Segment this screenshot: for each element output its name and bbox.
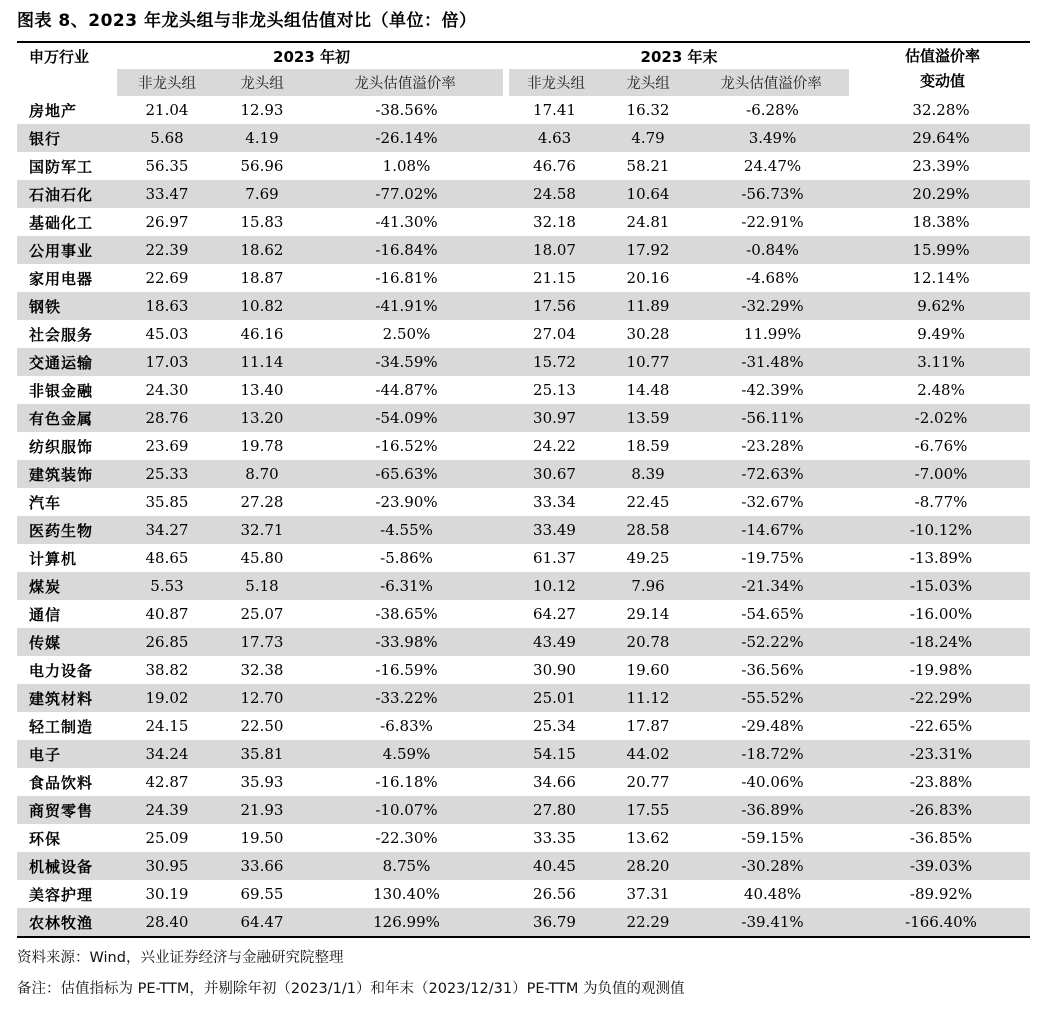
cell-end-non-leader: 25.01 — [506, 684, 603, 712]
cell-start-premium: -33.98% — [307, 628, 506, 656]
cell-end-premium: -56.73% — [693, 180, 852, 208]
cell-industry: 美容护理 — [29, 885, 94, 904]
cell-industry: 公用事业 — [17, 236, 117, 264]
cell-start-non-leader: 28.40 — [117, 908, 217, 936]
cell-end-non-leader: 25.34 — [533, 717, 576, 735]
cell-industry: 传媒 — [17, 628, 117, 656]
cell-end-leader: 44.02 — [603, 740, 693, 768]
cell-industry: 轻工制造 — [29, 717, 94, 736]
cell-industry: 食品饮料 — [29, 773, 94, 792]
cell-start-non-leader: 56.35 — [145, 157, 189, 175]
table-row — [17, 852, 1030, 880]
cell-end-premium: -59.15% — [741, 829, 804, 847]
cell-industry: 有色金属 — [17, 404, 117, 432]
header-start-leader: 龙头组 — [217, 69, 307, 96]
cell-end-leader: 30.28 — [626, 325, 670, 343]
cell-end-non-leader: 4.63 — [506, 124, 603, 152]
cell-start-leader: 22.50 — [240, 717, 284, 735]
cell-end-non-leader: 36.79 — [506, 908, 603, 936]
cell-end-leader: 58.21 — [626, 157, 670, 175]
cell-end-premium: -0.84% — [693, 236, 852, 264]
cell-premium-change: 18.38% — [912, 213, 970, 231]
cell-start-non-leader: 28.76 — [117, 404, 217, 432]
cell-industry: 医药生物 — [17, 516, 117, 544]
table-row — [17, 796, 1030, 824]
cell-end-premium: -40.06% — [741, 773, 804, 791]
cell-start-premium: -22.30% — [375, 829, 438, 847]
cell-end-premium: -56.11% — [693, 404, 852, 432]
cell-premium-change: 23.39% — [912, 157, 970, 175]
cell-start-premium: -41.91% — [307, 292, 506, 320]
cell-end-leader: 28.20 — [603, 852, 693, 880]
cell-end-premium: 11.99% — [743, 325, 802, 343]
cell-end-leader: 13.62 — [626, 829, 670, 847]
cell-premium-change: -15.03% — [852, 572, 1030, 600]
cell-start-non-leader: 30.95 — [117, 852, 217, 880]
cell-start-non-leader: 24.30 — [145, 381, 189, 399]
cell-end-premium: -52.22% — [693, 628, 852, 656]
cell-industry: 汽车 — [29, 493, 62, 512]
cell-start-leader: 19.78 — [240, 437, 284, 455]
cell-premium-change: 12.14% — [912, 269, 970, 287]
cell-end-premium: -18.72% — [693, 740, 852, 768]
cell-end-leader: 20.78 — [603, 628, 693, 656]
cell-start-non-leader: 25.09 — [145, 829, 189, 847]
cell-end-premium: 24.47% — [743, 157, 802, 175]
cell-start-leader: 18.87 — [240, 269, 284, 287]
table-row — [17, 376, 1030, 404]
cell-end-leader: 16.32 — [626, 101, 670, 119]
cell-premium-change: -23.31% — [852, 740, 1030, 768]
cell-end-leader: 10.64 — [603, 180, 693, 208]
cell-end-non-leader: 30.90 — [533, 661, 576, 679]
cell-end-non-leader: 24.58 — [506, 180, 603, 208]
cell-premium-change: -22.65% — [909, 717, 973, 735]
cell-premium-change: -166.40% — [852, 908, 1030, 936]
cell-start-non-leader: 45.03 — [145, 325, 189, 343]
table-body — [17, 96, 1030, 936]
cell-start-premium: -4.55% — [307, 516, 506, 544]
table-row — [17, 236, 1030, 264]
cell-start-leader: 7.69 — [217, 180, 307, 208]
cell-start-non-leader: 22.39 — [117, 236, 217, 264]
cell-end-premium: 40.48% — [743, 885, 802, 903]
table-row — [17, 180, 1030, 208]
cell-end-leader: 19.60 — [626, 661, 670, 679]
cell-industry: 交通运输 — [17, 348, 117, 376]
figure-title: 图表 8、2023 年龙头组与非龙头组估值对比（单位：倍） — [17, 11, 477, 31]
table-row — [17, 908, 1030, 936]
cell-premium-change: 29.64% — [852, 124, 1030, 152]
cell-start-premium: 130.40% — [373, 885, 440, 903]
cell-premium-change: -13.89% — [909, 549, 973, 567]
table-row — [17, 208, 1030, 236]
cell-end-premium: -6.28% — [746, 101, 799, 119]
cell-end-premium: -21.34% — [693, 572, 852, 600]
cell-start-leader: 19.50 — [240, 829, 284, 847]
cell-industry: 电力设备 — [29, 661, 94, 680]
remark-note: 备注：估值指标为 PE-TTM，并剔除年初（2023/1/1）和年末（2023/12/31）PE-TTM 为负值的观测值 — [17, 981, 685, 997]
table-row — [17, 600, 1030, 628]
cell-start-non-leader: 17.03 — [117, 348, 217, 376]
cell-end-premium: -14.67% — [693, 516, 852, 544]
cell-premium-change: -18.24% — [852, 628, 1030, 656]
cell-start-premium: 8.75% — [307, 852, 506, 880]
cell-end-non-leader: 17.41 — [533, 101, 576, 119]
cell-start-leader: 45.80 — [240, 549, 284, 567]
cell-end-premium: -42.39% — [741, 381, 804, 399]
cell-end-leader: 11.89 — [603, 292, 693, 320]
cell-end-leader: 22.45 — [626, 493, 670, 511]
cell-industry: 通信 — [29, 605, 62, 624]
table-row — [17, 684, 1030, 712]
cell-premium-change: -16.00% — [909, 605, 973, 623]
cell-end-leader: 49.25 — [626, 549, 670, 567]
cell-start-non-leader: 34.24 — [117, 740, 217, 768]
cell-premium-change: -26.83% — [852, 796, 1030, 824]
cell-start-premium: -44.87% — [375, 381, 438, 399]
cell-end-leader: 4.79 — [603, 124, 693, 152]
cell-end-premium: -32.67% — [741, 493, 804, 511]
table-row — [17, 292, 1030, 320]
cell-end-leader: 29.14 — [626, 605, 670, 623]
header-end-leader: 龙头组 — [603, 69, 693, 96]
cell-end-leader: 17.87 — [626, 717, 670, 735]
cell-end-premium: -36.89% — [693, 796, 852, 824]
cell-start-premium: -23.90% — [375, 493, 438, 511]
cell-end-leader: 17.55 — [603, 796, 693, 824]
cell-start-non-leader: 26.97 — [145, 213, 189, 231]
header-premium-change — [852, 43, 1030, 96]
table-row — [17, 880, 1030, 908]
table-row — [17, 740, 1030, 768]
cell-end-leader: 37.31 — [626, 885, 670, 903]
cell-start-premium: -10.07% — [307, 796, 506, 824]
cell-start-premium: -34.59% — [307, 348, 506, 376]
cell-start-non-leader: 5.53 — [117, 572, 217, 600]
cell-end-non-leader: 30.67 — [506, 460, 603, 488]
table-row — [17, 152, 1030, 180]
cell-industry: 国防军工 — [29, 157, 94, 176]
cell-end-non-leader: 17.56 — [506, 292, 603, 320]
cell-end-leader: 24.81 — [626, 213, 670, 231]
cell-start-non-leader: 25.33 — [117, 460, 217, 488]
cell-industry: 计算机 — [29, 549, 78, 568]
cell-end-premium: -22.91% — [741, 213, 804, 231]
cell-start-leader: 18.62 — [217, 236, 307, 264]
cell-start-premium: 2.50% — [382, 325, 431, 343]
cell-industry: 农林牧渔 — [17, 908, 117, 936]
cell-premium-change: -22.29% — [852, 684, 1030, 712]
cell-industry: 石油石化 — [17, 180, 117, 208]
cell-start-premium: -16.81% — [375, 269, 438, 287]
cell-end-premium: -23.28% — [741, 437, 804, 455]
cell-end-premium: -32.29% — [693, 292, 852, 320]
cell-end-non-leader: 27.80 — [506, 796, 603, 824]
cell-end-non-leader: 61.37 — [533, 549, 576, 567]
cell-start-premium: -77.02% — [307, 180, 506, 208]
cell-start-non-leader: 23.69 — [145, 437, 189, 455]
cell-end-leader: 13.59 — [603, 404, 693, 432]
cell-start-leader: 4.19 — [217, 124, 307, 152]
table-bottom-rule — [17, 936, 1030, 938]
cell-industry: 电子 — [17, 740, 117, 768]
cell-start-premium: -33.22% — [307, 684, 506, 712]
cell-start-leader: 13.40 — [240, 381, 284, 399]
cell-start-leader: 21.93 — [217, 796, 307, 824]
cell-end-non-leader: 26.56 — [533, 885, 576, 903]
cell-premium-change: -2.02% — [852, 404, 1030, 432]
cell-end-premium: 3.49% — [693, 124, 852, 152]
cell-start-premium: -16.84% — [307, 236, 506, 264]
table-row — [17, 712, 1030, 740]
cell-start-leader: 25.07 — [240, 605, 284, 623]
header-end-non-leader: 非龙头组 — [506, 69, 603, 96]
table-row — [17, 768, 1030, 796]
cell-premium-change: 15.99% — [852, 236, 1030, 264]
cell-premium-change: 2.48% — [917, 381, 965, 399]
table-row — [17, 824, 1030, 852]
cell-end-leader: 20.77 — [626, 773, 670, 791]
cell-end-non-leader: 15.72 — [506, 348, 603, 376]
cell-start-leader: 12.70 — [217, 684, 307, 712]
cell-start-leader: 27.28 — [240, 493, 284, 511]
cell-end-non-leader: 18.07 — [506, 236, 603, 264]
cell-industry: 环保 — [29, 829, 62, 848]
cell-end-leader: 17.92 — [603, 236, 693, 264]
cell-end-leader: 22.29 — [603, 908, 693, 936]
cell-start-leader: 10.82 — [217, 292, 307, 320]
cell-start-leader: 35.81 — [217, 740, 307, 768]
cell-start-non-leader: 24.15 — [145, 717, 189, 735]
table-row — [17, 488, 1030, 516]
cell-start-leader: 15.83 — [240, 213, 284, 231]
cell-industry: 非银金融 — [29, 381, 94, 400]
cell-start-leader: 46.16 — [240, 325, 284, 343]
table-row — [17, 348, 1030, 376]
cell-industry: 家用电器 — [29, 269, 94, 288]
header-period-end: 2023 年末 — [640, 47, 718, 66]
cell-start-premium: -38.56% — [375, 101, 438, 119]
cell-start-non-leader: 5.68 — [117, 124, 217, 152]
cell-start-non-leader: 35.85 — [145, 493, 189, 511]
cell-start-non-leader: 19.02 — [117, 684, 217, 712]
cell-industry: 房地产 — [29, 101, 78, 120]
header-premium-change-line1: 估值溢价率 — [905, 47, 981, 65]
cell-end-non-leader: 33.35 — [533, 829, 576, 847]
cell-start-premium: -65.63% — [307, 460, 506, 488]
cell-start-leader: 56.96 — [240, 157, 284, 175]
cell-start-non-leader: 42.87 — [145, 773, 189, 791]
cell-start-leader: 17.73 — [217, 628, 307, 656]
cell-end-leader: 20.16 — [626, 269, 670, 287]
cell-end-non-leader: 10.12 — [506, 572, 603, 600]
cell-start-non-leader: 34.27 — [117, 516, 217, 544]
cell-start-premium: -6.83% — [380, 717, 433, 735]
cell-industry: 纺织服饰 — [29, 437, 94, 456]
cell-start-non-leader: 26.85 — [117, 628, 217, 656]
cell-start-premium: -26.14% — [307, 124, 506, 152]
cell-start-premium: -54.09% — [307, 404, 506, 432]
cell-industry: 机械设备 — [17, 852, 117, 880]
cell-start-premium: -16.59% — [375, 661, 438, 679]
header-premium-change-line2: 变动值 — [920, 72, 966, 90]
cell-end-non-leader: 33.49 — [506, 516, 603, 544]
cell-end-premium: -29.48% — [741, 717, 804, 735]
cell-end-non-leader: 34.66 — [533, 773, 576, 791]
cell-start-leader: 12.93 — [240, 101, 284, 119]
header-end-premium: 龙头估值溢价率 — [693, 69, 852, 96]
cell-premium-change: -39.03% — [852, 852, 1030, 880]
cell-premium-change: -6.76% — [914, 437, 968, 455]
cell-start-non-leader: 33.47 — [117, 180, 217, 208]
cell-end-non-leader: 21.15 — [533, 269, 576, 287]
cell-end-non-leader: 27.04 — [533, 325, 576, 343]
header-start-premium: 龙头估值溢价率 — [307, 69, 506, 96]
header-blank — [17, 69, 117, 96]
cell-premium-change: -7.00% — [852, 460, 1030, 488]
table-row — [17, 516, 1030, 544]
cell-premium-change: 20.29% — [852, 180, 1030, 208]
cell-premium-change: 9.62% — [852, 292, 1030, 320]
cell-end-non-leader: 46.76 — [533, 157, 576, 175]
cell-end-premium: -55.52% — [693, 684, 852, 712]
cell-start-premium: 1.08% — [382, 157, 431, 175]
cell-start-premium: 4.59% — [307, 740, 506, 768]
cell-start-non-leader: 38.82 — [145, 661, 189, 679]
cell-start-premium: -41.30% — [375, 213, 438, 231]
cell-start-leader: 8.70 — [217, 460, 307, 488]
cell-start-leader: 11.14 — [217, 348, 307, 376]
cell-end-premium: -30.28% — [693, 852, 852, 880]
cell-start-non-leader: 48.65 — [145, 549, 189, 567]
cell-end-premium: -31.48% — [693, 348, 852, 376]
cell-start-non-leader: 21.04 — [145, 101, 189, 119]
cell-end-leader: 7.96 — [603, 572, 693, 600]
cell-start-premium: -6.31% — [307, 572, 506, 600]
cell-premium-change: -23.88% — [909, 773, 973, 791]
cell-premium-change: -36.85% — [909, 829, 973, 847]
cell-end-leader: 14.48 — [626, 381, 670, 399]
cell-start-non-leader: 40.87 — [145, 605, 189, 623]
cell-industry: 建筑材料 — [17, 684, 117, 712]
cell-premium-change: 3.11% — [852, 348, 1030, 376]
cell-end-non-leader: 43.49 — [506, 628, 603, 656]
cell-premium-change: -89.92% — [909, 885, 973, 903]
table-row — [17, 628, 1030, 656]
cell-start-premium: 126.99% — [307, 908, 506, 936]
cell-end-non-leader: 25.13 — [533, 381, 576, 399]
valuation-table-container — [17, 41, 1030, 938]
cell-end-premium: -54.65% — [741, 605, 804, 623]
cell-start-leader: 5.18 — [217, 572, 307, 600]
cell-start-leader: 32.38 — [240, 661, 284, 679]
cell-end-premium: -19.75% — [741, 549, 804, 567]
cell-end-leader: 28.58 — [603, 516, 693, 544]
cell-industry: 银行 — [17, 124, 117, 152]
table-row — [17, 572, 1030, 600]
cell-end-non-leader: 24.22 — [533, 437, 576, 455]
table-row — [17, 320, 1030, 348]
table-row — [17, 432, 1030, 460]
cell-end-premium: -36.56% — [741, 661, 804, 679]
table-row — [17, 96, 1030, 124]
cell-end-non-leader: 32.18 — [533, 213, 576, 231]
cell-industry: 社会服务 — [29, 325, 94, 344]
cell-end-leader: 18.59 — [626, 437, 670, 455]
cell-start-premium: -5.86% — [380, 549, 433, 567]
cell-start-non-leader: 30.19 — [145, 885, 189, 903]
cell-premium-change: -8.77% — [914, 493, 968, 511]
source-note: 资料来源：Wind，兴业证券经济与金融研究院整理 — [17, 950, 344, 966]
cell-industry: 钢铁 — [17, 292, 117, 320]
cell-start-leader: 13.20 — [217, 404, 307, 432]
cell-start-leader: 33.66 — [217, 852, 307, 880]
header-period-start: 2023 年初 — [273, 47, 350, 66]
cell-start-leader: 32.71 — [217, 516, 307, 544]
cell-end-non-leader: 30.97 — [506, 404, 603, 432]
cell-end-non-leader: 64.27 — [533, 605, 576, 623]
table-row — [17, 404, 1030, 432]
header-start-non-leader: 非龙头组 — [117, 69, 217, 96]
table-row — [17, 264, 1030, 292]
table-row — [17, 656, 1030, 684]
cell-industry: 基础化工 — [29, 213, 94, 232]
cell-end-non-leader: 33.34 — [533, 493, 576, 511]
cell-start-premium: -16.18% — [375, 773, 438, 791]
cell-premium-change: 32.28% — [912, 101, 970, 119]
cell-start-non-leader: 18.63 — [117, 292, 217, 320]
cell-start-leader: 64.47 — [217, 908, 307, 936]
cell-start-leader: 35.93 — [240, 773, 284, 791]
header-industry: 申万行业 — [29, 47, 90, 66]
cell-premium-change: -19.98% — [909, 661, 973, 679]
cell-end-premium: -72.63% — [693, 460, 852, 488]
cell-start-leader: 69.55 — [240, 885, 284, 903]
cell-end-leader: 11.12 — [603, 684, 693, 712]
cell-start-premium: -38.65% — [375, 605, 438, 623]
cell-end-non-leader: 40.45 — [506, 852, 603, 880]
valuation-table — [17, 43, 1030, 936]
cell-industry: 建筑装饰 — [17, 460, 117, 488]
cell-end-leader: 8.39 — [603, 460, 693, 488]
cell-industry: 商贸零售 — [17, 796, 117, 824]
table-row — [17, 124, 1030, 152]
cell-end-premium: -39.41% — [693, 908, 852, 936]
cell-start-non-leader: 22.69 — [145, 269, 189, 287]
cell-industry: 煤炭 — [17, 572, 117, 600]
table-row — [17, 460, 1030, 488]
cell-premium-change: 9.49% — [917, 325, 965, 343]
cell-end-non-leader: 54.15 — [506, 740, 603, 768]
cell-start-non-leader: 24.39 — [117, 796, 217, 824]
cell-end-leader: 10.77 — [603, 348, 693, 376]
cell-end-premium: -4.68% — [746, 269, 799, 287]
table-row — [17, 544, 1030, 572]
cell-premium-change: -10.12% — [852, 516, 1030, 544]
cell-start-premium: -16.52% — [375, 437, 438, 455]
